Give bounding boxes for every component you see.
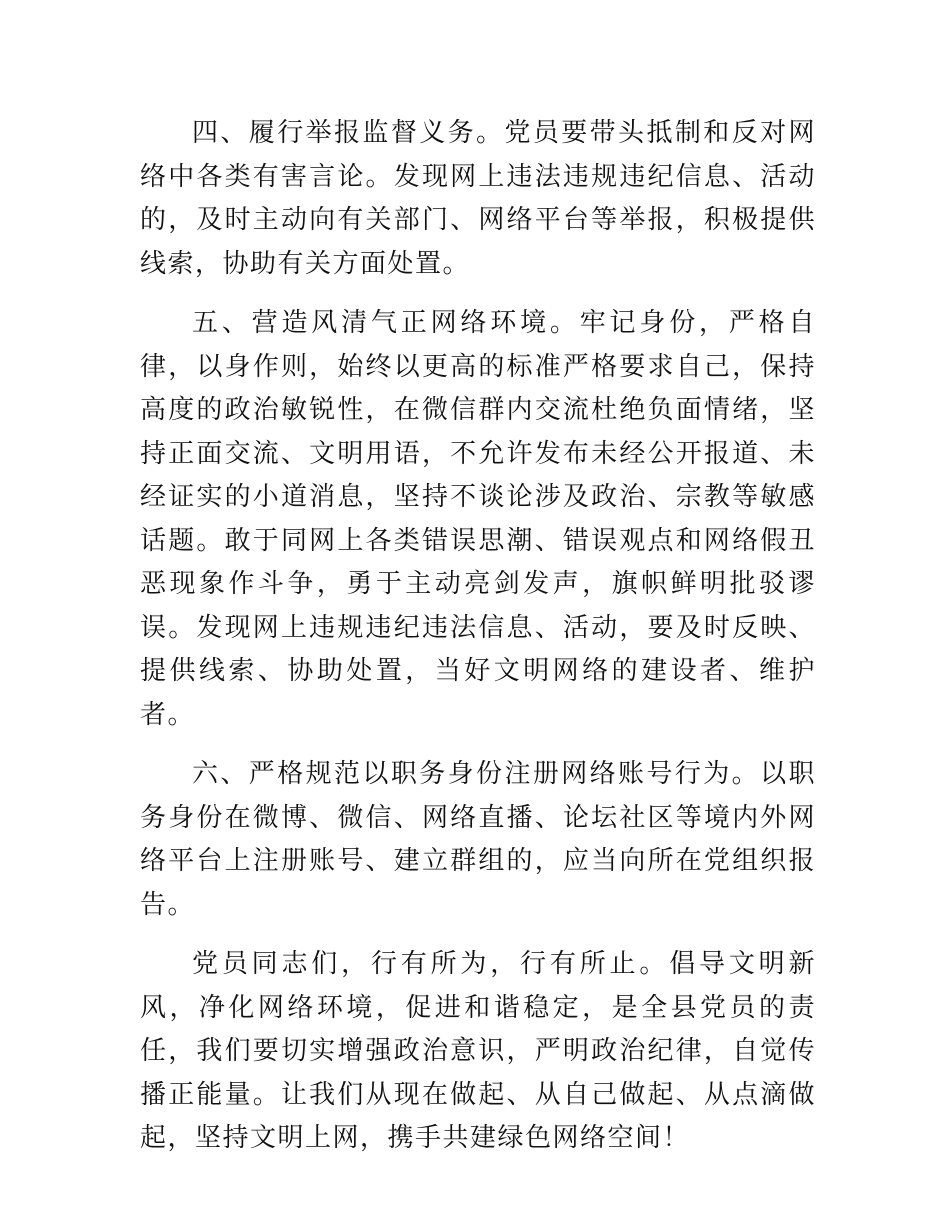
paragraph-duty-report: 四、履行举报监督义务。党员要带头抵制和反对网络中各类有害言论。发现网上违法违规违纪信息、活动的，及时主动向有关部门、网络平台等举报，积极提供线索，协助有关方面处置。 [140,118,816,279]
paragraph-closing-appeal: 党员同志们，行有所为，行有所止。倡导文明新风，净化网络环境，促进和谐稳定，是全县党员的责任，我们要切实增强政治意识，严明政治纪律，自觉传播正能量。让我们从现在做起、从自己做起、从点滴做起，坚持文明上网，携手共建绿色网络空间！ [140,949,816,1153]
document-body [140,112,816,1177]
paragraph-account-registration: 六、严格规范以职务身份注册网络账号行为。以职务身份在微博、微信、网络直播、论坛社区等境内外网络平台上注册账号、建立群组的，应当向所在党组织报告。 [140,759,816,920]
paragraph-clean-environment: 五、营造风清气正网络环境。牢记身份，严格自律，以身作则，始终以更高的标准严格要求自己，保持高度的政治敏锐性，在微信群内交流杜绝负面情绪，坚持正面交流、文明用语，不允许发布未经公开报道、未经证实的小道消息，坚持不谈论涉及政治、宗教等敏感话题。敢于同网上各类错误思潮、错误观点和网络假丑恶现象作斗争，勇于主动亮剑发声，旗帜鲜明批驳谬误。发现网上违规违纪违法信息、活动，要及时反映、提供线索、协助处置，当好文明网络的建设者、维护者。 [140,308,816,730]
